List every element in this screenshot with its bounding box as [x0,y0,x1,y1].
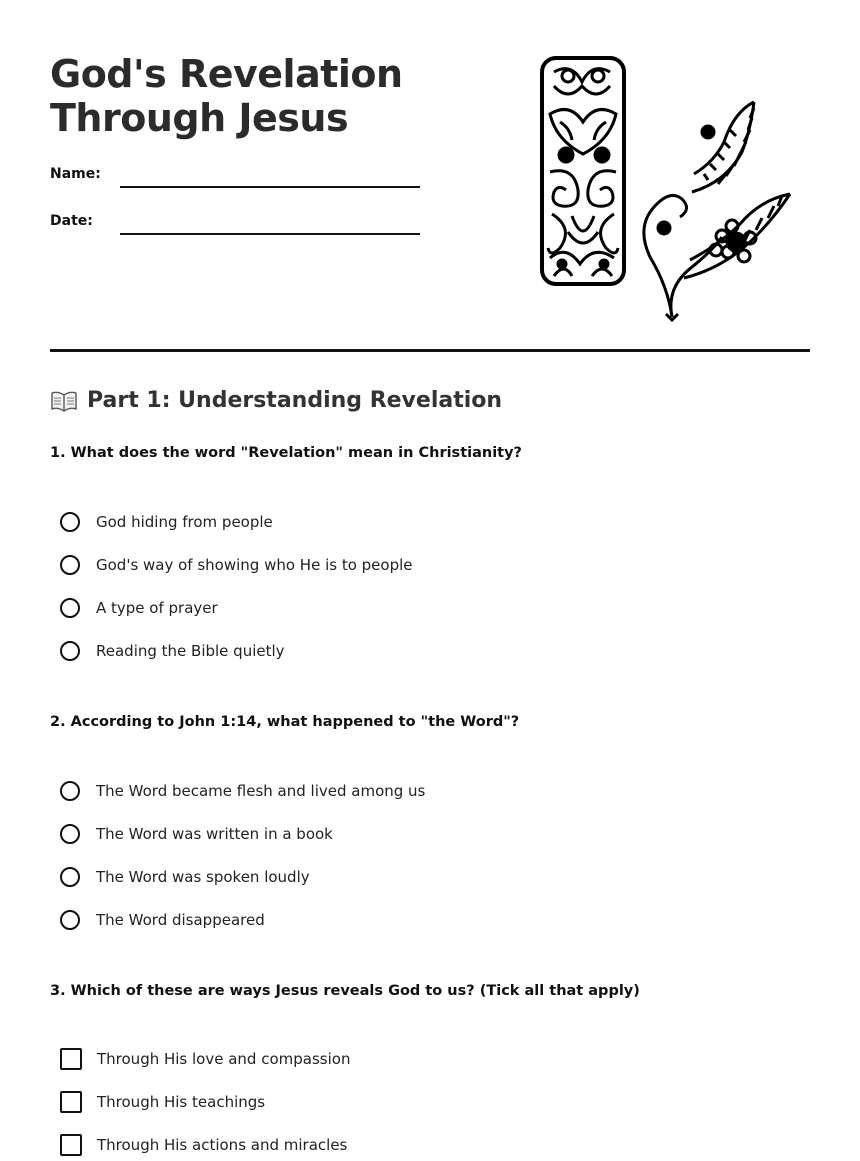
option-label: The Word was spoken loudly [96,868,310,886]
checkbox[interactable] [60,1091,82,1113]
open-book-icon [50,389,78,413]
name-label: Name: [50,166,101,182]
radio-button[interactable] [60,598,80,618]
question-2-option-1[interactable] [60,778,425,804]
radio-button[interactable] [60,781,80,801]
section-1-title [50,388,502,413]
option-label: God hiding from people [96,513,273,531]
question-3-option-2[interactable] [60,1089,265,1115]
radio-button[interactable] [60,910,80,930]
question-1-option-2[interactable] [60,552,413,578]
question-1-option-3[interactable] [60,595,218,621]
option-label: Through His teachings [97,1093,266,1111]
option-label: The Word became flesh and lived among us [96,782,426,800]
fern-frond-icon [644,102,790,320]
name-field[interactable] [120,186,420,188]
question-1-option-1[interactable] [60,509,273,535]
carved-post-icon [542,58,624,284]
checkbox[interactable] [60,1134,82,1156]
option-label: The Word disappeared [96,911,265,929]
question-2: 2. According to John 1:14, what happened to "the Word"? [50,714,520,730]
question-3-option-3[interactable] [60,1132,347,1158]
option-label: God's way of showing who He is to people [96,556,413,574]
radio-button[interactable] [60,641,80,661]
title-line-2: Through Jesus [50,96,349,140]
date-field[interactable] [120,233,420,235]
radio-button[interactable] [60,555,80,575]
option-label: A type of prayer [96,599,218,617]
option-label: Through His love and compassion [97,1050,351,1068]
radio-button[interactable] [60,867,80,887]
radio-button[interactable] [60,824,80,844]
question-1-option-4[interactable] [60,638,285,664]
question-3: 3. Which of these are ways Jesus reveals God to us? (Tick all that apply) [50,983,640,999]
date-label: Date: [50,213,93,229]
section-1-label: Part 1: Understanding Revelation [87,388,503,413]
option-label: Reading the Bible quietly [96,642,285,660]
question-2-option-2[interactable] [60,821,333,847]
question-2-option-3[interactable] [60,864,310,890]
question-1: 1. What does the word "Revelation" mean in Christianity? [50,445,522,461]
checkbox[interactable] [60,1048,82,1070]
question-3-option-1[interactable] [60,1046,350,1072]
header-divider [50,349,810,352]
question-2-option-4[interactable] [60,907,265,933]
option-label: Through His actions and miracles [97,1136,348,1154]
title-line-1: God's Revelation [50,52,403,96]
option-label: The Word was written in a book [96,825,333,843]
worksheet-title [50,52,470,140]
decorative-carving-and-fern-icon [532,52,802,327]
radio-button[interactable] [60,512,80,532]
